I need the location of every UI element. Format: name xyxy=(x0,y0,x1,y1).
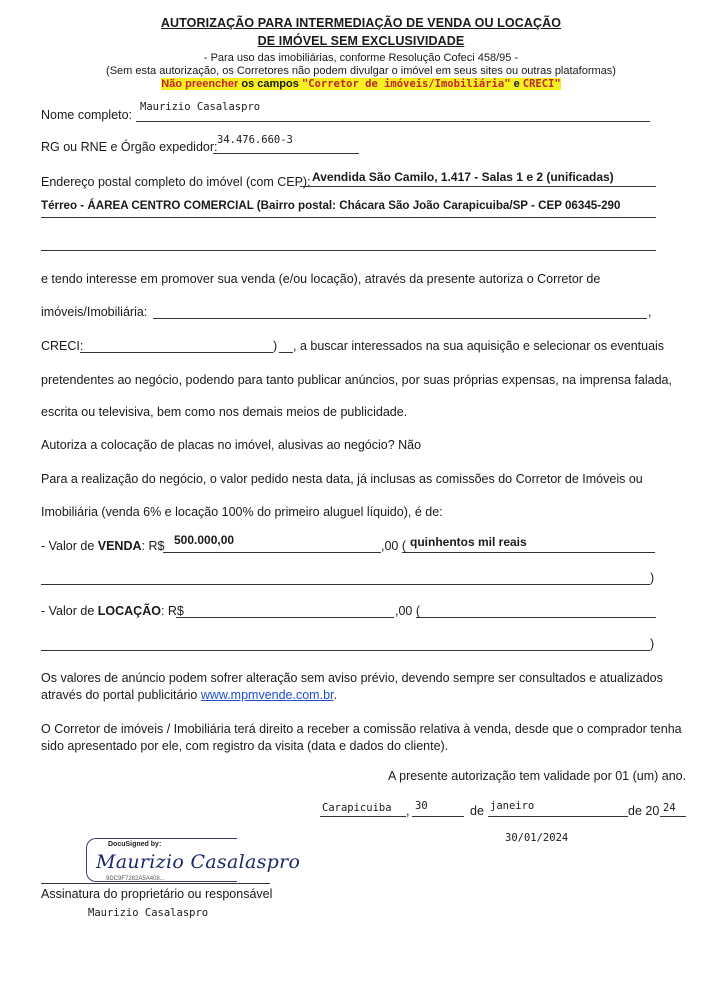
name-label: Nome completo: xyxy=(41,108,133,122)
rent-close-paren: ) xyxy=(650,637,655,651)
signature-caption: Assinatura do proprietário ou responsável xyxy=(41,887,273,901)
rent-words-underline-2 xyxy=(41,650,650,651)
rent-label-word: LOCAÇÃO xyxy=(97,604,161,618)
date-de-2: de 20 xyxy=(628,804,660,818)
sale-cents: ,00 ( xyxy=(381,539,407,553)
authorization-warning: (Sem esta autorização, os Corretores não podem divulgar o imóvel em seus sites ou outras plataformas) xyxy=(106,65,616,77)
signature-image: Maurizio Casalaspro xyxy=(96,851,301,873)
docusigned-label: DocuSigned by: xyxy=(108,841,162,848)
document-title-line1: AUTORIZAÇÃO PARA INTERMEDIAÇÃO DE VENDA OU LOCAÇÃO xyxy=(160,16,562,30)
sale-value-underline xyxy=(163,552,381,553)
creci-rest-text: , a buscar interessados na sua aquisição e selecionar os eventuais xyxy=(293,339,665,353)
sale-words-field[interactable]: quinhentos mil reais xyxy=(410,535,527,549)
month-underline xyxy=(488,816,628,817)
rg-label: RG ou RNE e Órgão expedidor: xyxy=(41,140,218,154)
fill-instruction-note xyxy=(0,78,722,90)
broker-field[interactable] xyxy=(153,318,647,319)
notice-line-2-text: através do portal publicitário xyxy=(41,688,201,702)
broker-comma: , xyxy=(648,305,652,319)
sale-value-field[interactable]: 500.000,00 xyxy=(174,533,235,547)
city-field[interactable]: Carapicuiba xyxy=(322,802,392,814)
creci-trailing-line xyxy=(279,352,293,353)
signs-question: Autoriza a colocação de placas no imóvel, alusivas ao negócio? Não xyxy=(41,438,422,452)
note-and: e xyxy=(510,78,523,90)
rent-value-label xyxy=(41,604,184,618)
rent-words-field[interactable] xyxy=(416,617,656,618)
sale-words-underline xyxy=(402,552,655,553)
body-paragraph-4: escrita ou televisiva, bem como nos demais meios de publicidade. xyxy=(41,405,408,419)
rg-underline xyxy=(213,153,359,154)
body-paragraph-6: Para a realização do negócio, o valor pedido nesta data, já inclusas as comissões do Corretor de Imóveis ou xyxy=(41,472,643,486)
rent-value-field[interactable] xyxy=(176,617,394,618)
sale-label-word: VENDA xyxy=(97,539,142,553)
notice-line-2-end: . xyxy=(333,688,337,702)
sale-words-underline-2 xyxy=(41,584,650,585)
commission-line-2: sido apresentado por ele, com registro da visita (data e dados do cliente). xyxy=(41,739,449,753)
body-paragraph-7: Imobiliária (venda 6% e locação 100% do primeiro aluguel líquido), é de: xyxy=(41,505,443,519)
creci-field[interactable] xyxy=(80,352,273,353)
validity-statement: A presente autorização tem validade por 01 (um) ano. xyxy=(388,769,687,783)
address-label: Endereço postal completo do imóvel (com CEP): xyxy=(41,175,311,189)
date-de-1: de xyxy=(470,804,484,818)
address-underline-3 xyxy=(41,250,656,251)
creci-label: CRECI: xyxy=(41,339,84,353)
sale-label-currency: : R$ xyxy=(141,539,165,553)
sale-label-prefix: - Valor de xyxy=(41,539,98,553)
rg-field[interactable]: 34.476.660-3 xyxy=(217,134,293,146)
body-paragraph-1: e tendo interesse em promover sua venda (e/ou locação), através da presente autoriza o Corretor de xyxy=(41,272,601,286)
address-underline-2 xyxy=(41,217,656,218)
document-title-line2: DE IMÓVEL SEM EXCLUSIVIDADE xyxy=(257,34,465,48)
date-comma: , xyxy=(406,804,410,818)
signed-date: 30/01/2024 xyxy=(505,832,569,844)
name-underline xyxy=(136,121,650,122)
signer-name: Maurizio Casalaspro xyxy=(88,907,209,919)
note-broker-field: "Corretor de imóveis/Imobiliária" xyxy=(301,78,511,90)
day-field[interactable]: 30 xyxy=(415,800,428,812)
body-paragraph-3: pretendentes ao negócio, podendo para tanto publicar anúncios, por suas próprias expensas, na imprensa falada, xyxy=(41,373,672,387)
commission-line-1: O Corretor de imóveis / Imobiliária terá direito a receber a comissão relativa à venda, desde que o comprador tenha xyxy=(41,722,682,736)
address-field-line1[interactable]: Avendida São Camilo, 1.417 - Salas 1 e 2 (unificadas) xyxy=(312,170,614,184)
year-field[interactable]: 24 xyxy=(663,802,676,814)
signature-line xyxy=(41,883,270,884)
rent-label-currency: : R$ xyxy=(160,604,184,618)
address-underline-1 xyxy=(300,186,656,187)
note-fields: os campos xyxy=(238,78,302,90)
day-underline xyxy=(412,816,464,817)
rent-label-prefix: - Valor de xyxy=(41,604,98,618)
rent-cents: ,00 ( xyxy=(395,604,421,618)
sale-value-label xyxy=(41,539,164,553)
month-field[interactable]: janeiro xyxy=(490,800,535,812)
city-underline xyxy=(320,816,406,817)
sale-close-paren: ) xyxy=(650,571,655,585)
name-field[interactable]: Maurizio Casalaspro xyxy=(140,101,261,113)
resolution-subtitle: - Para uso das imobiliárias, conforme Resolução Cofeci 458/95 - xyxy=(203,52,519,64)
year-underline xyxy=(660,816,686,817)
envelope-id: 9DC9F7282A5A408... xyxy=(106,876,165,882)
note-creci-field: CRECI" xyxy=(522,78,561,90)
creci-close-paren: ) xyxy=(273,339,278,353)
notice-line-1: Os valores de anúncio podem sofrer alteração sem aviso prévio, devendo sempre ser consultados e atualizados xyxy=(41,671,663,685)
notice-line-2 xyxy=(41,688,337,702)
address-field-line2[interactable]: Térreo - ÁAREA CENTRO COMERCIAL (Bairro postal: Chácara São João Carapicuiba/SP - CEP 06345-290 xyxy=(41,199,621,212)
portal-link[interactable]: www.mpmvende.com.br xyxy=(200,688,334,702)
broker-label: imóveis/Imobiliária: xyxy=(41,305,148,319)
note-do-not-fill: Não preencher xyxy=(161,78,239,90)
